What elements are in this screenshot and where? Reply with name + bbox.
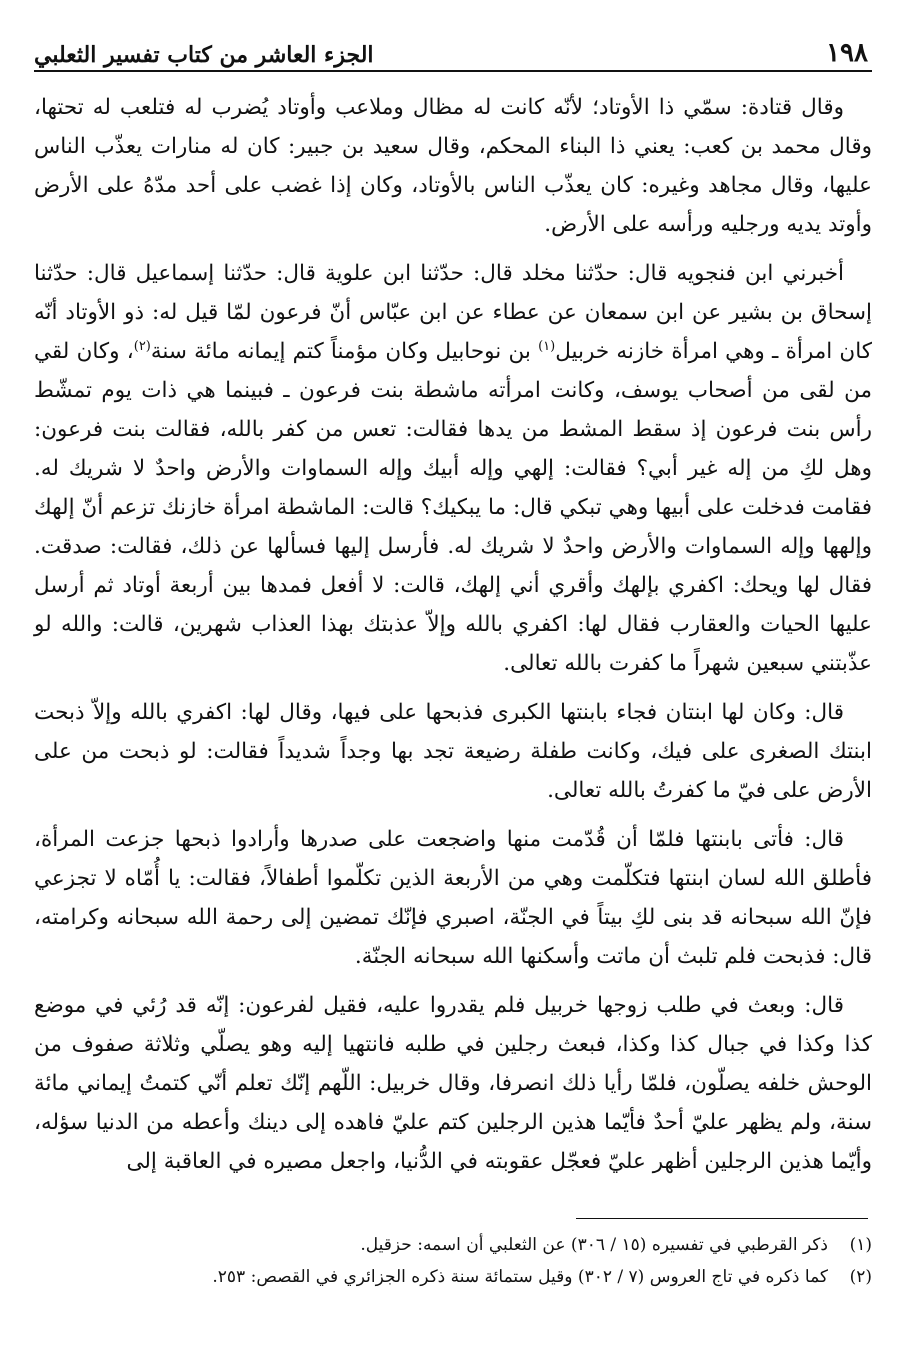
footnote-text: ذكر القرطبي في تفسيره (١٥ / ٣٠٦) عن الثعلبي أن اسمه: حزقيل.	[360, 1235, 828, 1255]
footnote-number: (٢)	[849, 1267, 872, 1287]
paragraph-text: ، وكان لقي من لقى من أصحاب يوسف، وكانت امرأته ماشطة بنت فرعون ـ فبينما هي ذات يوم تمشّط رأس بنت فرعون إذ سقط المشط من يدها فقالت: تعس من كفر بالله، فقالت بنت فرعون: وهل لكِ من إله غير أبي؟ فقالت: إلهي وإله أبيك وإله السماوات والأرض واحدٌ لا شريك له. فقامت فدخلت على أبيها وهي تبكي قال: ما يبكيك؟ قالت: الماشطة امرأة خازنك تزعم أنّ إلهك وإلهها وإله السماوات والأرض واحدٌ لا شريك له. فأرسل إليها فسألها عن ذلك، فقالت: صدقت. فقال لها ويحك: اكفري بإلهك وأقري أني إلهك، قالت: لا أفعل فمدها بين أربعة أوتاد ثم أرسل عليها الحيات والعقارب فقال لها: اكفري بالله وإلاّ عذبتك بهذا العذاب شهرين، قالت: والله لو عذّبتني سبعين شهراً ما كفرت بالله تعالى.	[34, 339, 873, 676]
footnote-divider	[576, 1218, 868, 1219]
running-head	[34, 22, 872, 72]
footnote-number: (١)	[849, 1235, 872, 1255]
footnote-text: كما ذكره في تاج العروس (٧ / ٣٠٢) وقيل ستمائة سنة ذكره الجزائري في القصص: ٢٥٣.	[212, 1267, 828, 1287]
footnotes	[34, 1218, 872, 1293]
paragraph-text: بن نوحابيل وكان مؤمناً كتم إيمانه مائة سنة	[150, 339, 539, 364]
footnote-2	[34, 1261, 872, 1293]
footnote-1	[34, 1229, 872, 1261]
paragraph-text: أخبرني ابن فنجويه قال: حدّثنا مخلد قال: حدّثنا ابن علوية قال: حدّثنا إسماعيل قال: حدّثنا إسحاق بن بشير عن ابن سمعان عن عطاء عن ابن عبّاس أنّ فرعون لمّا قيل له: ذو الأوتاد أنّه كان امرأة ـ وهي امرأة خازنه خربيل	[34, 261, 873, 364]
paragraph-younger-daughter: قال: فأتى بابنتها فلمّا أن قُدّمت منها واضجعت على صدرها وأرادوا ذبحها جزعت المرأة، فأطلق الله لسان ابنتها فتكلّمت وهي من الأربعة الذين تكلّموا أطفالاً، فقالت: يا أُمّاه لا تجزعي فإنّ الله سبحانه قد بنى لكِ بيتاً في الجنّة، اصبري فإنّك تمضين إلى رحمة الله سبحانه وكرامته، قال: فذبحت فلم تلبث أن ماتت وأسكنها الله سبحانه الجنّة.	[34, 827, 872, 969]
book-title: الجزء العاشر من كتاب تفسير الثعلبي	[34, 42, 374, 68]
footnote-ref-1[interactable]: (١)	[538, 338, 556, 354]
body-text	[34, 88, 872, 1181]
page-number: ١٩٨	[826, 38, 868, 68]
paragraph-isnad	[34, 254, 872, 683]
paragraph-two-daughters: قال: وكان لها ابنتان فجاء بابنتها الكبرى فذبحها على فيها، وقال لها: اكفري بالله وإلاّ ذبحت ابنتك الصغرى على فيك، وكانت طفلة رضيعة تجد بها وجداً شديداً فقالت: لو ذبحت من على الأرض على فيّ ما كفرتُ بالله تعالى.	[34, 700, 872, 803]
page	[34, 22, 872, 1191]
paragraph-kharbil: قال: وبعث في طلب زوجها خربيل فلم يقدروا عليه، فقيل لفرعون: إنّه قد رُئي في موضع كذا وكذا في جبال كذا وكذا، فبعث رجلين في طلبه فانتهيا إليه وهو يصلّي وثلاثة صفوف من الوحش خلفه يصلّون، فلمّا رأيا ذلك انصرفا، وقال خربيل: اللّهم إنّك تعلم أنّي كتمتُ إيماني مائة سنة، ولم يظهر عليّ أحدٌ فأيّما هذين الرجلين كتم عليّ فاهده إلى دينك وأعطه من الدنيا سؤله، وأيّما هذين الرجلين أظهر عليّ فعجّل عقوبته في الدُّنيا، واجعل مصيره في العاقبة إلى	[34, 993, 872, 1174]
paragraph-qatada: وقال قتادة: سمّي ذا الأوتاد؛ لأنّه كانت له مظال وملاعب وأوتاد يُضرب له فتلعب له تحتها، وقال محمد بن كعب: يعني ذا البناء المحكم، وقال سعيد بن جبير: كان له منارات يعذّب الناس عليها، وقال مجاهد وغيره: كان يعذّب الناس بالأوتاد، وكان إذا غضب على أحد مدّهُ على الأرض وأوتد يديه ورجليه ورأسه على الأرض.	[34, 95, 872, 237]
footnote-ref-2[interactable]: (٢)	[133, 338, 151, 354]
